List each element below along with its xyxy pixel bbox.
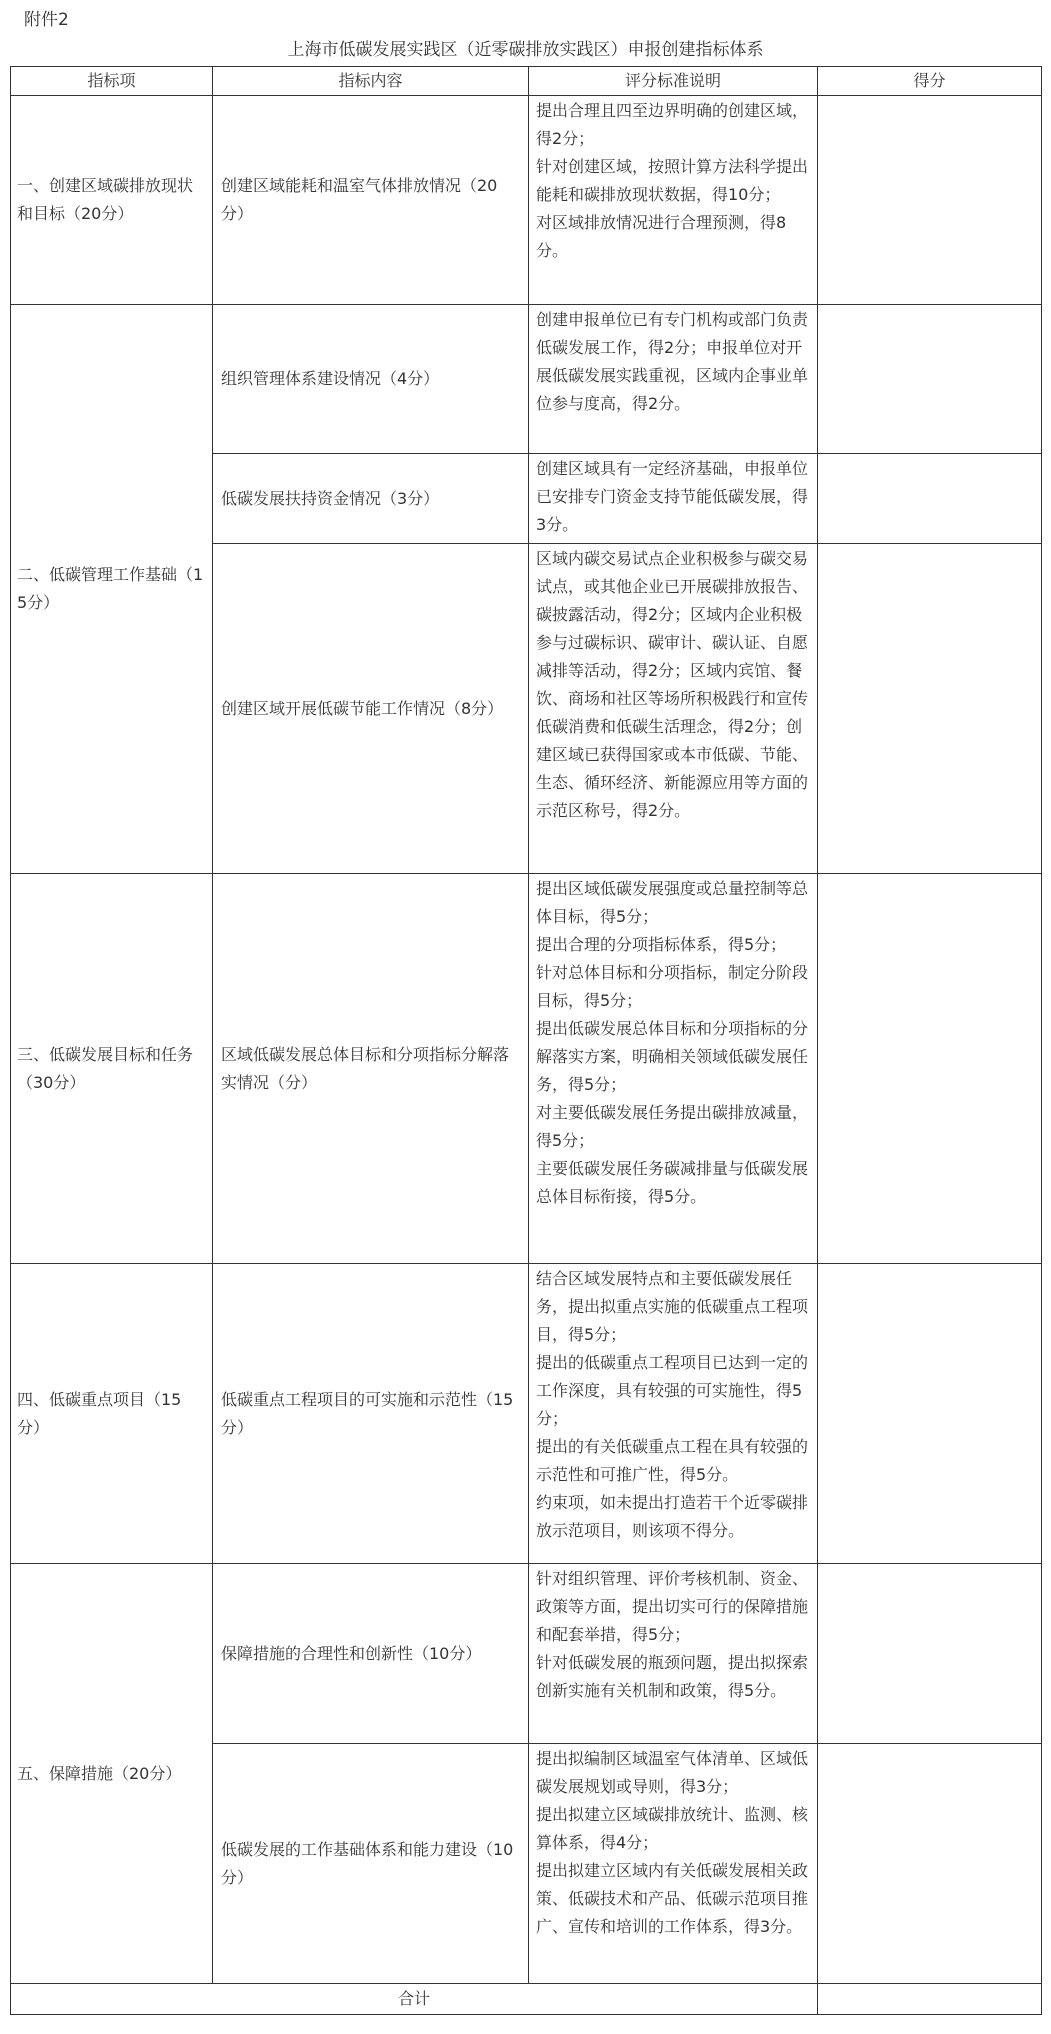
criteria-cell: [529, 96, 818, 305]
criteria-line: 创建申报单位已有专门机构或部门负责低碳发展工作，得2分；申报单位对开展低碳发展实践重视，区域内企事业单位参与度高，得2分。: [536, 310, 809, 413]
header-score: 得分: [818, 67, 1042, 96]
criteria-line: 约束项，如未提出打造若干个近零碳排放示范项目，则该项不得分。: [536, 1493, 809, 1540]
criteria-line: 提出拟建立区域内有关低碳发展相关政策、低碳技术和产品、低碳示范项目推广、宣传和培训的工作体系，得3分。: [536, 1861, 809, 1936]
criteria-cell: [529, 1264, 818, 1564]
score-cell[interactable]: [818, 1264, 1042, 1564]
criteria-line: 提出区域低碳发展强度或总量控制等总体目标，得5分；: [536, 879, 809, 926]
criteria-line: 针对低碳发展的瓶颈问题，提出拟探索创新实施有关机制和政策，得5分。: [536, 1653, 809, 1700]
indicator-cell: 二、低碳管理工作基础（15分）: [11, 305, 213, 874]
criteria-line: 创建区域具有一定经济基础，申报单位已安排专门资金支持节能低碳发展，得3分。: [536, 459, 809, 534]
table-row: [11, 1264, 1042, 1564]
criteria-line: 提出的低碳重点工程项目已达到一定的工作深度，具有较强的可实施性，得5分；: [536, 1353, 809, 1428]
content-cell: 组织管理体系建设情况（4分）: [213, 305, 529, 454]
table-header-row: [11, 67, 1042, 96]
total-label: 合计: [11, 1984, 818, 2015]
table-row: [11, 874, 1042, 1264]
content-cell: 低碳发展的工作基础体系和能力建设（10分）: [213, 1744, 529, 1984]
indicator-cell: 三、低碳发展目标和任务（30分）: [11, 874, 213, 1264]
score-cell[interactable]: [818, 1564, 1042, 1744]
score-cell[interactable]: [818, 1744, 1042, 1984]
content-cell: 保障措施的合理性和创新性（10分）: [213, 1564, 529, 1744]
criteria-line: 提出低碳发展总体目标和分项指标的分解落实方案，明确相关领域低碳发展任务，得5分；: [536, 1019, 809, 1094]
criteria-line: 针对组织管理、评价考核机制、资金、政策等方面，提出切实可行的保障措施和配套举措，得5分；: [536, 1569, 809, 1644]
criteria-line: 提出拟编制区域温室气体清单、区域低碳发展规划或导则，得3分；: [536, 1749, 809, 1796]
score-cell[interactable]: [818, 454, 1042, 544]
document-title: 上海市低碳发展实践区（近零碳排放实践区）申报创建指标体系: [287, 40, 764, 60]
criteria-line: 提出合理且四至边界明确的创建区域，得2分；: [536, 101, 809, 148]
total-score-cell[interactable]: [818, 1984, 1042, 2015]
indicator-table: [10, 66, 1042, 2015]
criteria-line: 提出合理的分项指标体系，得5分；: [536, 935, 787, 954]
indicator-cell: 四、低碳重点项目（15分）: [11, 1264, 213, 1564]
criteria-line: 提出的有关低碳重点工程在具有较强的示范性和可推广性，得5分。: [536, 1437, 809, 1484]
criteria-cell: [529, 544, 818, 874]
attachment-label: 附件2: [24, 10, 69, 30]
score-cell[interactable]: [818, 544, 1042, 874]
score-cell[interactable]: [818, 874, 1042, 1264]
header-indicator: 指标项: [11, 67, 213, 96]
score-cell[interactable]: [818, 96, 1042, 305]
criteria-cell: [529, 454, 818, 544]
total-row: [11, 1984, 1042, 2015]
criteria-line: 对主要低碳发展任务提出碳排放减量，得5分；: [536, 1103, 809, 1150]
criteria-line: 结合区域发展特点和主要低碳发展任务，提出拟重点实施的低碳重点工程项目，得5分；: [536, 1269, 809, 1344]
score-cell[interactable]: [818, 305, 1042, 454]
criteria-line: 对区域排放情况进行合理预测，得8分。: [536, 213, 787, 260]
criteria-line: 提出拟建立区域碳排放统计、监测、核算体系，得4分；: [536, 1805, 809, 1852]
criteria-cell: [529, 1564, 818, 1744]
criteria-line: 主要低碳发展任务碳减排量与低碳发展总体目标衔接，得5分。: [536, 1159, 809, 1206]
content-cell: 区域低碳发展总体目标和分项指标分解落实情况（分）: [213, 874, 529, 1264]
header-content: 指标内容: [213, 67, 529, 96]
table-row: [11, 96, 1042, 305]
table-row: [11, 1564, 1042, 1744]
content-cell: 创建区域能耗和温室气体排放情况（20分）: [213, 96, 529, 305]
content-cell: 创建区域开展低碳节能工作情况（8分）: [213, 544, 529, 874]
criteria-line: 针对总体目标和分项指标，制定分阶段目标，得5分；: [536, 963, 809, 1010]
table-row: [11, 305, 1042, 454]
content-cell: 低碳重点工程项目的可实施和示范性（15分）: [213, 1264, 529, 1564]
criteria-cell: [529, 874, 818, 1264]
criteria-cell: [529, 305, 818, 454]
indicator-cell: 五、保障措施（20分）: [11, 1564, 213, 1984]
criteria-cell: [529, 1744, 818, 1984]
indicator-cell: 一、创建区域碳排放现状和目标（20分）: [11, 96, 213, 305]
header-criteria: 评分标准说明: [529, 67, 818, 96]
content-cell: 低碳发展扶持资金情况（3分）: [213, 454, 529, 544]
criteria-line: 针对创建区域，按照计算方法科学提出能耗和碳排放现状数据，得10分；: [536, 157, 809, 204]
criteria-line: 区域内碳交易试点企业积极参与碳交易试点，或其他企业已开展碳排放报告、碳披露活动，得2分；区域内企业积极参与过碳标识、碳审计、碳认证、自愿减排等活动，得2分；区域内宾馆、餐饮、商场和社区等场所积极践行和宣传低碳消费和低碳生活理念，得2分；创建区域已获得国家或本市低碳、节能、生态、循环经济、新能源应用等方面的示范区称号，得2分。: [536, 549, 809, 820]
